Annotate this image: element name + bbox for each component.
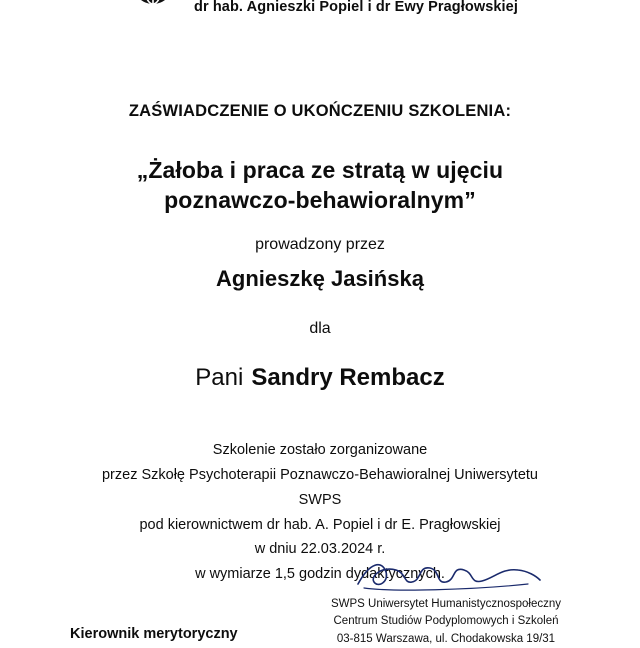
stamp-line-2: Centrum Studiów Podyplomowych i Szkoleń [333, 615, 559, 628]
course-title [48, 155, 592, 216]
organization-line-1: Szkolenie zostało zorganizowane [212, 441, 428, 458]
conducted-by-label: prowadzony przez [255, 235, 385, 253]
organization-line-4: pod kierownictwem dr hab. A. Popiel i dr E. Pragłowskiej [139, 516, 501, 533]
header-line-2: dr hab. Agnieszki Popiel i dr Ewy Pragłowskiej [194, 0, 518, 15]
trainer-name: Agnieszkę Jasińską [216, 265, 424, 291]
for-label: dla [309, 319, 331, 337]
header-text-block [194, 0, 518, 17]
course-title-line-2: poznawczo-behawioralnym” [164, 187, 476, 214]
organization-line-6: w wymiarze 1,5 godzin dydaktycznych. [195, 566, 445, 583]
organization-line-2: przez Szkołę Psychoterapii Poznawczo-Behawioralnej Uniwersytetu [101, 466, 538, 483]
organization-line-5: w dniu 22.03.2024 r. [254, 541, 386, 558]
recipient-row [48, 364, 592, 392]
organization-line-3: SWPS [298, 491, 342, 508]
signature-area [0, 548, 640, 645]
document-header [48, 0, 592, 50]
stamp-line-1: SWPS Uniwersytet Humanistycznospołeczny [330, 598, 562, 610]
certificate-heading: ZAŚWIADCZENIE O UKOŃCZENIU SZKOLENIA: [128, 102, 512, 120]
recipient-prefix: Pani [195, 363, 244, 391]
swps-logo-icon [122, 0, 184, 12]
stamp-line-3: 03-815 Warszawa, ul. Chodakowska 19/31 [336, 632, 556, 645]
handwritten-signature-icon [352, 554, 542, 596]
course-title-line-1: „Żałoba i praca ze stratą w ujęciu [136, 157, 504, 183]
role-label: Kierownik merytoryczny [70, 626, 238, 642]
recipient-name: Sandry Rembacz [251, 363, 445, 391]
